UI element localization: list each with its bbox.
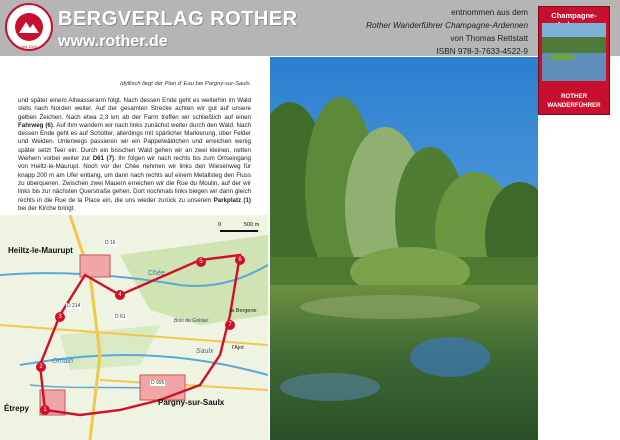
body-text <box>18 97 251 213</box>
map-place-ajot: l'Ajot <box>232 345 244 351</box>
waypoint-marker: 7 <box>225 320 235 330</box>
cover-title: Champagne- <box>551 11 597 20</box>
map-scale-bar <box>220 230 258 232</box>
waypoint-marker: 1 <box>40 405 50 415</box>
source-line3: von Thomas Rettstatt <box>450 34 528 43</box>
map-scale-zero: 0 <box>218 222 222 228</box>
cover-label-rother: ROTHER <box>560 93 588 100</box>
map-place-bois: Bois du Grésier <box>174 318 209 324</box>
rother-seal-logo <box>4 2 54 52</box>
cover-photo <box>542 23 606 81</box>
source-line1: entnommen aus dem <box>451 8 528 17</box>
body-part2: . Auf ihm wandern wir nach links zunächst weiter durch den Wald. Nach dessen Ende geht es auf Schotter, allerdings mit spärlicher Markierung, über Felder und Weiden. Unterwegs passieren wir ein Pappelwäldchen und erreichen wenig später setzt Teer ein. Durch ein bisschen Wald gehen wir an zwei kleinen, netten Weihern vorbei weiter zur <box>18 121 251 163</box>
map-river-ornain: Ornain <box>52 358 74 365</box>
source-isbn: ISBN 978-3-7633-4522-9 <box>436 47 528 56</box>
waypoint-marker: 4 <box>115 290 125 300</box>
map-river-saulx: Saulx <box>196 348 214 355</box>
brand-title: BERGVERLAG ROTHER <box>58 8 298 30</box>
map-road-d214: D 214 <box>67 303 81 309</box>
map-town-etrepy: Étrepy <box>4 404 29 413</box>
header-band <box>0 0 620 56</box>
map-town-heiltz: Heiltz-le-Maurupt <box>8 246 73 255</box>
body-part1: und später einem Altwasserarm folgt. Nach dessen Ende geht es weiterhin im Wald stets nach Norden weiter. Auf der gesamten Strecke achten wir gut auf unsere gelben Zeichen. Nach etwa 2,3 km ab der Farm treffen wir schließlich auf einen <box>18 97 251 121</box>
cover-label-wanderfuehrer: WANDERFÜHRER <box>547 102 601 109</box>
book-cover[interactable] <box>538 6 610 115</box>
svg-text:seit 1920: seit 1920 <box>20 44 38 49</box>
source-line2: Rother Wanderführer Champagne-Ardennen <box>366 21 528 30</box>
map-road-d995: D 995 <box>151 380 165 386</box>
waypoint-marker: 5 <box>196 257 206 267</box>
body-bold-fahrweg: Fahrweg (6) <box>18 121 53 129</box>
map-river-chee: Chée <box>148 270 165 277</box>
waypoint-marker: 6 <box>235 255 245 265</box>
photo-caption: Idyllisch liegt der Plan d' Eau bei Pargny-sur-Saulx. <box>120 81 252 87</box>
body-bold-parkplatz: Parkplatz (1) <box>213 196 251 204</box>
waypoint-marker: 3 <box>55 312 65 322</box>
map-road-d16: D 16 <box>105 240 116 246</box>
map-road-d61: D 61 <box>115 314 126 320</box>
map-place-bergerie: la Bergerie <box>230 308 257 314</box>
landscape-photo <box>270 57 538 440</box>
map-scale-end: 500 m <box>244 222 260 228</box>
website-link[interactable]: www.rother.de <box>58 33 168 50</box>
body-part3: . Ihr folgen wir nach rechts bis zum Ortseingang von Heiltz-le-Maurupt. Noch vor der Chée nehmen wir links den Wiesenweg für knapp 200 m am Ufer entlang, um dann nach rechts auf einem Metallsteg den Fluss zu überqueren. Zwischen zwei Mauern erreichen wir die Rue du Moulin, auf der wir links bis zur nächsten Querstraße gehen. Dort nochmals links biegen wir dann gleich rechts in die Rue de la Place ein, die uns wieder zurück zu unserem <box>18 155 251 204</box>
source-credit <box>366 6 528 58</box>
map-town-pargny: Pargny-sur-Saulx <box>158 398 225 407</box>
body-part4: bei der Kirche bringt. <box>18 204 76 212</box>
body-bold-d61: D61 (7) <box>92 155 115 163</box>
waypoint-marker: 2 <box>36 362 46 372</box>
